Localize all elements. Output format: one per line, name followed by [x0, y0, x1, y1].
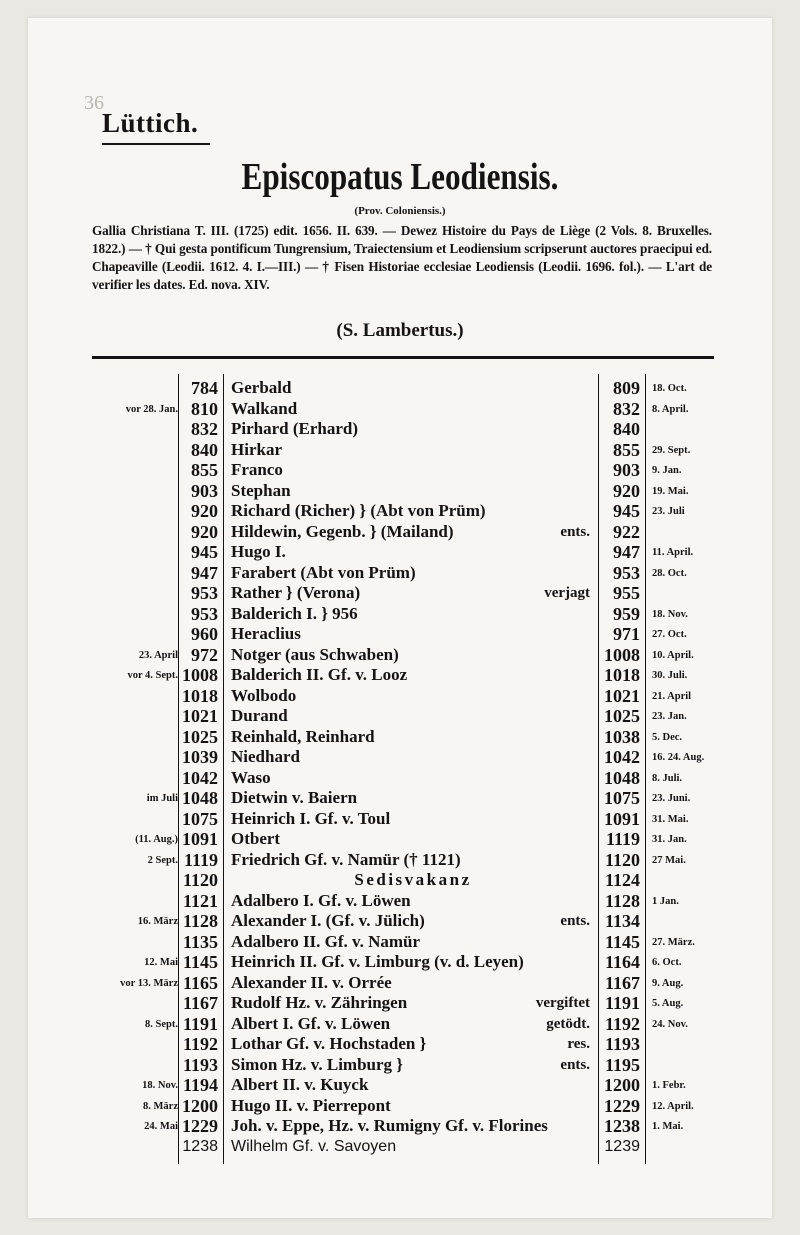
table-row [60, 911, 740, 932]
end-year: 1192 [604, 1013, 640, 1034]
end-year: 1238 [604, 1116, 640, 1136]
start-year: 1075 [182, 808, 218, 829]
bishop-name: Walkand [231, 398, 298, 418]
start-year: 1192 [182, 1034, 218, 1054]
bishop-name: Gerbald [231, 378, 292, 397]
end-date-note: 23. Jan. [652, 711, 687, 722]
table-row [60, 706, 740, 727]
start-year: 1048 [182, 788, 218, 808]
section-title: Lüttich. [102, 108, 199, 138]
end-date-note: 1 Jan. [652, 895, 679, 907]
end-year: 1164 [604, 952, 640, 972]
end-year: 1025 [604, 706, 640, 726]
table-row [60, 727, 740, 748]
table-row [60, 747, 740, 768]
start-year: 945 [191, 542, 218, 562]
start-year: 903 [191, 480, 218, 501]
end-year: 955 [613, 583, 640, 603]
end-year: 903 [613, 460, 640, 480]
start-year: 1229 [182, 1116, 218, 1136]
bishop-name: Balderich I. } 956 [231, 603, 358, 623]
page-number: 36 [84, 92, 104, 114]
table-row [60, 378, 740, 399]
table-row [60, 399, 740, 420]
end-year: 920 [613, 480, 640, 501]
bibliography-paragraph: Gallia Christiana T. III. (1725) edit. 1656. II. 639. — Dewez Histoire du Pays de Liège (2 Vols. 8. Bruxelles. 1822.) — † Qui gesta pontificum Tungrensium, Traiectensium et Leodiensium scripserunt auctores praecipui ed. Chapeaville (Leodii. 1612. 4. I.—III.) — † Fisen Historiae ecclesiae Leodiensis (Leodii. 1696. fol.). — L'art de verifier les dates. Ed. nova. XIV. [92, 223, 712, 292]
end-year: 959 [613, 603, 640, 624]
end-year: 1021 [604, 685, 640, 706]
bishop-name: Rather } (Verona) [231, 583, 361, 602]
bishop-name: Wolbodo [231, 685, 297, 705]
end-year: 1200 [604, 1075, 640, 1095]
remark: getödt. [546, 1015, 590, 1032]
end-date-note: 27 Mai. [652, 854, 686, 866]
table-top-rule [92, 356, 714, 359]
table-row [60, 993, 740, 1014]
end-year: 947 [613, 542, 640, 562]
table-row [60, 788, 740, 809]
table-row [60, 1075, 740, 1096]
left-note: 23. April [138, 649, 178, 661]
start-year: 1120 [182, 870, 218, 890]
start-year: 855 [191, 460, 218, 480]
start-year: 1238 [182, 1137, 218, 1155]
table-row [60, 952, 740, 973]
bishop-name: Adalbero II. Gf. v. Namür [231, 931, 421, 951]
left-note: vor 4. Sept. [127, 670, 178, 681]
left-note: 8. Sept. [145, 1018, 178, 1030]
end-date-note: 24. Nov. [652, 1018, 688, 1030]
end-year: 1038 [604, 726, 640, 747]
start-year: 1025 [182, 726, 218, 747]
end-year: 1119 [605, 829, 640, 849]
bishop-name: Alexander II. v. Orrée [231, 972, 392, 992]
table-row [60, 891, 740, 912]
province-label: (Prov. Coloniensis.) [354, 205, 446, 217]
bishop-name: Heinrich I. Gf. v. Toul [231, 808, 391, 828]
start-year: 1091 [182, 829, 218, 849]
table-row [60, 1055, 740, 1076]
start-year: 1167 [182, 993, 218, 1013]
start-year: 947 [191, 562, 218, 583]
end-date-note: 30. Juli. [652, 670, 688, 681]
bishop-name: Hugo II. v. Pierrepont [231, 1095, 391, 1115]
end-date-note: 31. Jan. [652, 834, 687, 845]
end-date-note: 8. Juli. [652, 772, 683, 784]
bishop-name: Friedrich Gf. v. Namür († 1121) [231, 849, 461, 869]
remark: res. [567, 1036, 590, 1052]
bishop-name: Franco [231, 460, 283, 479]
table-row [60, 583, 740, 604]
left-note: 2 Sept. [147, 854, 178, 866]
end-date-note: 12. April. [652, 1100, 694, 1112]
bishop-name: Waso [231, 767, 271, 787]
bishop-name: Sedisvakanz [354, 870, 472, 889]
bishop-name: Niedhard [231, 747, 300, 766]
end-date-note: 11. April. [652, 547, 694, 558]
end-date-note: 16. 24. Aug. [652, 752, 705, 763]
table-row [60, 1096, 740, 1117]
start-year: 1021 [182, 706, 218, 726]
end-date-note: 5. Dec. [652, 731, 683, 743]
bishop-name: Alexander I. (Gf. v. Jülich) [231, 911, 425, 930]
end-date-note: 10. April. [652, 649, 694, 661]
left-note: vor 13. März [120, 977, 178, 989]
end-year: 1145 [604, 931, 640, 952]
end-date-note: 9. Aug. [652, 977, 684, 989]
left-note: 18. Nov. [142, 1080, 178, 1091]
start-year: 953 [191, 583, 218, 603]
end-date-note: 8. April. [652, 403, 689, 415]
bishop-name: Hugo I. [231, 542, 286, 561]
bishop-name: Albert II. v. Kuyck [231, 1075, 369, 1094]
bishop-name: Simon Hz. v. Limburg } [231, 1054, 404, 1074]
end-year: 1018 [604, 665, 640, 685]
end-year: 1193 [604, 1034, 640, 1054]
left-note: 8. März [143, 1100, 178, 1112]
left-note: im Juli [146, 793, 178, 804]
start-year: 1121 [182, 890, 218, 911]
end-year: 922 [613, 521, 640, 542]
start-year: 960 [191, 624, 218, 644]
end-year: 832 [613, 398, 640, 419]
start-year: 1042 [182, 767, 218, 788]
end-date-note: 19. Mai. [652, 485, 689, 497]
bishop-name: Albert I. Gf. v. Löwen [231, 1013, 391, 1033]
end-date-note: 1. Mai. [652, 1121, 684, 1132]
end-year: 953 [613, 562, 640, 583]
start-year: 1039 [182, 747, 218, 767]
table-row [60, 460, 740, 481]
start-year: 1200 [182, 1095, 218, 1116]
end-date-note: 23. Juli [652, 506, 685, 517]
left-note: (11. Aug.) [135, 834, 178, 845]
left-note: 12. Mai [144, 957, 178, 968]
end-year: 1042 [604, 747, 640, 767]
bishop-name: Heinrich II. Gf. v. Limburg (v. d. Leyen) [231, 952, 524, 971]
end-year: 1191 [604, 993, 640, 1013]
end-year: 1239 [604, 1137, 640, 1155]
end-year: 855 [613, 439, 640, 460]
table-row [60, 645, 740, 666]
start-year: 1145 [182, 952, 218, 972]
start-year: 1193 [182, 1054, 218, 1075]
patron-label: (S. Lambertus.) [336, 320, 464, 341]
bishop-name: Hildewin, Gegenb. } (Mailand) [231, 521, 454, 541]
table-row [60, 1034, 740, 1055]
left-note: 24. Mai [144, 1121, 178, 1132]
end-year: 1091 [604, 808, 640, 829]
table-row [60, 870, 740, 891]
table-row [60, 1116, 740, 1137]
start-year: 1018 [182, 685, 218, 706]
table-row [60, 501, 740, 522]
main-title: Episcopatus Leodiensis. [241, 156, 559, 198]
end-date-note: 23. Juni. [652, 793, 691, 804]
end-date-note: 28. Oct. [652, 567, 687, 579]
remark: ents. [560, 523, 590, 540]
bishops-table [60, 378, 740, 1157]
end-year: 840 [613, 419, 640, 439]
bishop-name: Heraclius [231, 624, 301, 643]
start-year: 1119 [183, 849, 218, 870]
left-note: 16. März [137, 916, 178, 927]
bishop-name: Joh. v. Eppe, Hz. v. Rumigny Gf. v. Florines [231, 1116, 548, 1135]
table-row [60, 1014, 740, 1035]
end-year: 1128 [604, 890, 640, 911]
end-year: 1124 [604, 870, 640, 890]
end-date-note: 27. Oct. [652, 629, 687, 640]
start-year: 1165 [182, 972, 218, 993]
bishop-name: Lothar Gf. v. Hochstaden } [231, 1034, 427, 1053]
bishop-name: Farabert (Abt von Prüm) [231, 562, 416, 582]
table-row [60, 542, 740, 563]
bishop-name: Stephan [231, 480, 291, 500]
bishop-name: Wilhelm Gf. v. Savoyen [231, 1137, 397, 1155]
start-year: 840 [191, 439, 218, 460]
end-year: 1048 [604, 767, 640, 788]
remark: ents. [560, 1056, 590, 1073]
bishop-name: Notger (aus Schwaben) [231, 644, 399, 664]
end-date-note: 29. Sept. [652, 444, 691, 456]
table-row [60, 829, 740, 850]
start-year: 953 [191, 603, 218, 624]
table-row [60, 809, 740, 830]
start-year: 920 [191, 501, 218, 521]
start-year: 784 [191, 378, 218, 398]
table-row [60, 686, 740, 707]
section-title-underline [102, 143, 210, 145]
start-year: 1128 [182, 911, 218, 931]
end-date-note: 21. April [652, 690, 692, 702]
end-year: 971 [613, 624, 640, 644]
bishop-name: Balderich II. Gf. v. Looz [231, 665, 408, 684]
bishop-name: Adalbero I. Gf. v. Löwen [231, 890, 411, 910]
table-row [60, 665, 740, 686]
bishop-name: Durand [231, 706, 288, 725]
table-row [60, 440, 740, 461]
left-note: vor 28. Jan. [125, 403, 178, 415]
end-year: 1229 [604, 1095, 640, 1116]
remark: vergiftet [535, 995, 590, 1011]
bishop-name: Dietwin v. Baiern [231, 788, 358, 807]
end-year: 1167 [604, 972, 640, 993]
table-row [60, 1137, 740, 1158]
remark: ents. [560, 913, 590, 929]
end-date-note: 1. Febr. [652, 1080, 686, 1091]
end-date-note: 18. Nov. [652, 608, 688, 620]
end-date-note: 18. Oct. [652, 383, 687, 394]
end-year: 1134 [604, 911, 640, 931]
bishop-name: Otbert [231, 829, 281, 848]
start-year: 1194 [182, 1075, 218, 1095]
bishop-name: Reinhald, Reinhard [231, 726, 375, 746]
end-year: 1195 [604, 1054, 640, 1075]
start-year: 972 [191, 644, 218, 665]
start-year: 920 [191, 521, 218, 542]
table-row [60, 624, 740, 645]
table-row [60, 563, 740, 584]
bishop-name: Richard (Richer) } (Abt von Prüm) [231, 501, 486, 520]
end-date-note: 31. Mai. [652, 813, 689, 825]
end-year: 809 [613, 378, 640, 398]
start-year: 810 [191, 398, 218, 419]
end-date-note: 5. Aug. [652, 998, 684, 1009]
end-year: 945 [613, 501, 640, 521]
start-year: 1008 [182, 665, 218, 685]
table-row [60, 604, 740, 625]
table-row [60, 481, 740, 502]
end-year: 1008 [604, 644, 640, 665]
table-row [60, 419, 740, 440]
remark: verjagt [544, 585, 590, 601]
bishop-name: Rudolf Hz. v. Zähringen [231, 993, 408, 1012]
end-year: 1075 [604, 788, 640, 808]
table-row [60, 522, 740, 543]
start-year: 1191 [182, 1013, 218, 1034]
table-row [60, 768, 740, 789]
table-row [60, 850, 740, 871]
start-year: 1135 [182, 931, 218, 952]
start-year: 832 [191, 419, 218, 439]
end-date-note: 9. Jan. [652, 465, 682, 476]
end-date-note: 6. Oct. [652, 957, 682, 968]
bishop-name: Pirhard (Erhard) [231, 419, 359, 438]
table-row [60, 932, 740, 953]
end-year: 1120 [604, 849, 640, 870]
table-row [60, 973, 740, 994]
bishop-name: Hirkar [231, 439, 282, 459]
end-date-note: 27. März. [652, 936, 695, 948]
